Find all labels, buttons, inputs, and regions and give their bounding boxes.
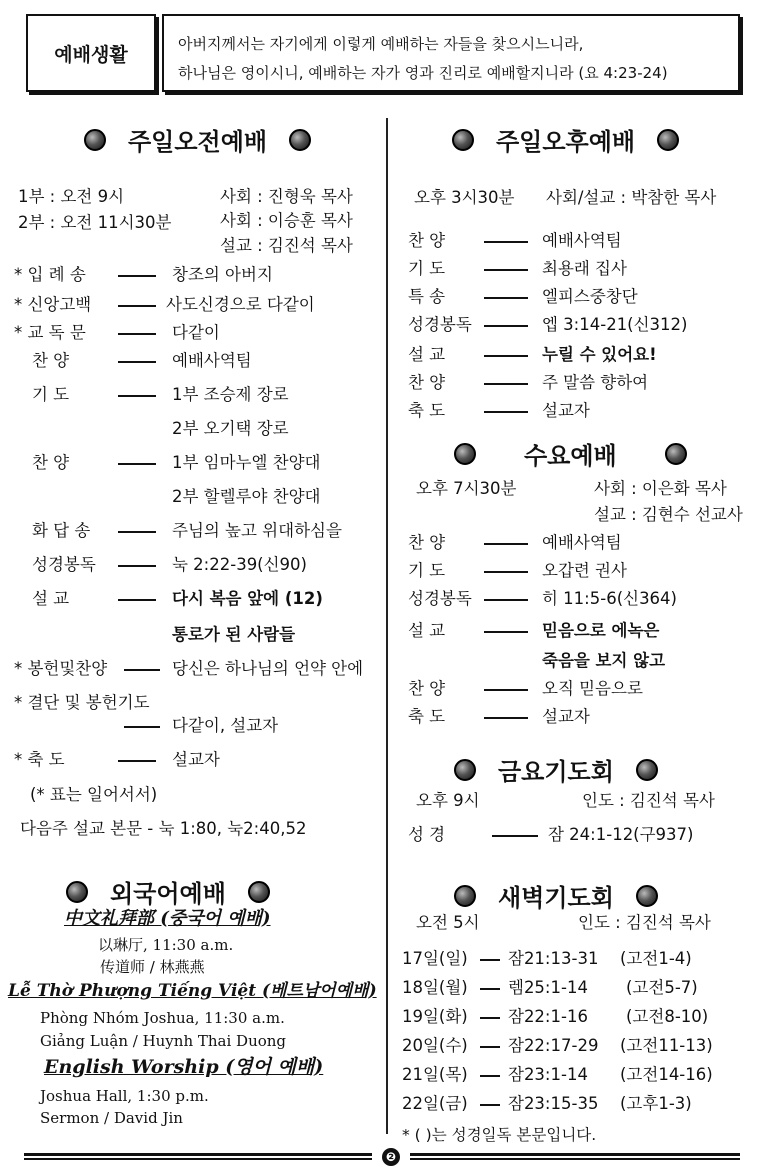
order-value: 다같이 bbox=[172, 323, 220, 342]
order-label: 특 송 bbox=[408, 287, 446, 306]
bullet-icon bbox=[454, 885, 476, 907]
order-label: * 봉헌및찬양 bbox=[14, 659, 108, 678]
order-label: 축 도 bbox=[408, 707, 446, 726]
afternoon-title bbox=[452, 122, 679, 157]
english-worship-preacher: Sermon / David Jin bbox=[40, 1109, 183, 1127]
order-value: 주 말씀 향하여 bbox=[542, 373, 649, 392]
bullet-icon bbox=[289, 129, 311, 151]
friday-lead: 인도 : 김진석 목사 bbox=[582, 791, 715, 810]
order-dash bbox=[484, 571, 528, 573]
dawn-day: 19일(화) bbox=[402, 1007, 468, 1026]
order-value: 눅 2:22-39(신90) bbox=[172, 555, 307, 574]
wednesday-preacher: 설교 : 김현수 선교사 bbox=[594, 505, 743, 524]
order-dash bbox=[484, 297, 528, 299]
standing-note: (* 표는 일어서서) bbox=[30, 785, 158, 804]
foreign-title bbox=[66, 874, 270, 909]
order-dash bbox=[480, 1017, 500, 1019]
dawn-title bbox=[454, 878, 658, 913]
order-value: 다같이, 설교자 bbox=[172, 716, 279, 735]
dawn-lead: 인도 : 김진석 목사 bbox=[578, 913, 711, 932]
morning-title bbox=[84, 122, 311, 157]
order-dash bbox=[480, 1075, 500, 1077]
order-value: 엘피스중창단 bbox=[542, 287, 638, 306]
vietnamese-worship-title: Lễ Thờ Phượng Tiếng Việt (베트남어예배) bbox=[8, 981, 377, 1001]
bullet-icon bbox=[636, 885, 658, 907]
order-label: 축 도 bbox=[408, 401, 446, 420]
dawn-title-text: 새벽기도회 bbox=[498, 884, 614, 912]
order-dash bbox=[124, 726, 160, 728]
order-dash bbox=[484, 269, 528, 271]
sermon-title: 다시 복음 앞에 (12) bbox=[172, 589, 323, 608]
vietnamese-worship-place: Phòng Nhóm Joshua, 11:30 a.m. bbox=[40, 1009, 285, 1027]
morning-title-text: 주일오전예배 bbox=[128, 128, 268, 156]
order-label: * 신앙고백 bbox=[14, 295, 92, 314]
verse-line-2: 하나님은 영이시니, 예배하는 자가 영과 진리로 예배할지니라 (요 4:23-24) bbox=[178, 64, 668, 82]
order-dash bbox=[484, 599, 528, 601]
order-dash bbox=[484, 543, 528, 545]
morning-preacher: 설교 : 김진석 목사 bbox=[220, 236, 353, 255]
dawn-text: 잠23:1-14 bbox=[508, 1065, 588, 1084]
footer-rule-left bbox=[24, 1153, 372, 1160]
order-label: 찬 양 bbox=[408, 533, 446, 552]
order-dash bbox=[484, 325, 528, 327]
dawn-ref: (고전11-13) bbox=[620, 1036, 713, 1055]
order-value: 1부 조승제 장로 bbox=[172, 385, 289, 404]
order-label: 성경봉독 bbox=[32, 555, 96, 574]
dawn-day: 18일(월) bbox=[402, 978, 468, 997]
order-value: 설교자 bbox=[542, 401, 590, 420]
order-dash bbox=[492, 835, 538, 837]
order-label: 찬 양 bbox=[408, 373, 446, 392]
order-label: 설 교 bbox=[408, 621, 446, 640]
order-label: 설 교 bbox=[32, 589, 70, 608]
order-dash bbox=[118, 463, 156, 465]
morning-time-2: 2부 : 오전 11시30분 bbox=[18, 213, 172, 232]
order-value: 오갑련 권사 bbox=[542, 561, 627, 580]
afternoon-lead: 사회/설교 : 박참한 목사 bbox=[546, 188, 717, 207]
order-dash bbox=[480, 1046, 500, 1048]
wednesday-title bbox=[454, 436, 687, 471]
order-dash bbox=[118, 275, 156, 277]
order-dash bbox=[484, 383, 528, 385]
afternoon-time: 오후 3시30분 bbox=[414, 188, 515, 207]
friday-title-text: 금요기도회 bbox=[498, 758, 614, 786]
order-label: 찬 양 bbox=[32, 351, 70, 370]
dawn-text: 잠22:1-16 bbox=[508, 1007, 588, 1026]
order-dash bbox=[118, 565, 156, 567]
order-label: 기 도 bbox=[408, 561, 446, 580]
afternoon-title-text: 주일오후예배 bbox=[496, 128, 636, 156]
dawn-ref: (고전14-16) bbox=[620, 1065, 713, 1084]
order-value: 예배사역팀 bbox=[542, 533, 622, 552]
dawn-time: 오전 5시 bbox=[416, 913, 480, 932]
order-value: 사도신경으로 다같이 bbox=[166, 295, 315, 314]
order-label: 찬 양 bbox=[408, 231, 446, 250]
wednesday-title-text: 수요예배 bbox=[524, 442, 617, 470]
page-number: ❷ bbox=[382, 1148, 400, 1166]
order-label: * 입 례 송 bbox=[14, 265, 86, 284]
order-value: 창조의 아버지 bbox=[172, 265, 273, 284]
bullet-icon bbox=[657, 129, 679, 151]
order-dash bbox=[118, 599, 156, 601]
vietnamese-worship-preacher: Giảng Luận / Huynh Thai Duong bbox=[40, 1032, 287, 1050]
morning-time-1: 1부 : 오전 9시 bbox=[18, 187, 125, 206]
order-value: 당신은 하나님의 언약 안에 bbox=[172, 659, 364, 678]
order-value: 최용래 집사 bbox=[542, 259, 627, 278]
order-label: 성 경 bbox=[408, 825, 446, 844]
bullet-icon bbox=[248, 881, 270, 903]
order-label: 찬 양 bbox=[32, 453, 70, 472]
order-value: 예배사역팀 bbox=[542, 231, 622, 250]
order-label: 성경봉독 bbox=[408, 589, 472, 608]
bullet-icon bbox=[452, 129, 474, 151]
friday-time: 오후 9시 bbox=[416, 791, 480, 810]
order-label: 기 도 bbox=[32, 385, 70, 404]
order-label: 찬 양 bbox=[408, 679, 446, 698]
dawn-text: 잠22:17-29 bbox=[508, 1036, 599, 1055]
order-label: * 결단 및 봉헌기도 bbox=[14, 693, 150, 712]
dawn-ref: (고전1-4) bbox=[620, 949, 692, 968]
chinese-worship-preacher: 传道师 / 林燕燕 bbox=[100, 958, 205, 976]
wednesday-lead: 사회 : 이은화 목사 bbox=[594, 479, 727, 498]
order-dash bbox=[118, 361, 156, 363]
order-dash bbox=[484, 241, 528, 243]
dawn-day: 22일(금) bbox=[402, 1094, 468, 1113]
order-value: 2부 오기택 장로 bbox=[172, 419, 289, 438]
order-dash bbox=[484, 631, 528, 633]
order-dash bbox=[484, 355, 528, 357]
bullet-icon bbox=[636, 759, 658, 781]
order-dash bbox=[480, 959, 500, 961]
sermon-title: 통로가 된 사람들 bbox=[172, 625, 296, 644]
section-label: 예배생활 bbox=[26, 14, 156, 92]
dawn-day: 17일(일) bbox=[402, 949, 468, 968]
bullet-icon bbox=[66, 881, 88, 903]
order-value: 설교자 bbox=[542, 707, 590, 726]
bullet-icon bbox=[84, 129, 106, 151]
order-label: 성경봉독 bbox=[408, 315, 472, 334]
order-value: 2부 할렐루야 찬양대 bbox=[172, 487, 321, 506]
order-dash bbox=[118, 305, 156, 307]
english-worship-place: Joshua Hall, 1:30 p.m. bbox=[40, 1087, 209, 1105]
verse-line-1: 아버지께서는 자기에게 이렇게 예배하는 자들을 찾으시느니라, bbox=[178, 35, 584, 53]
dawn-text: 잠23:15-35 bbox=[508, 1094, 599, 1113]
wednesday-time: 오후 7시30분 bbox=[416, 479, 517, 498]
dawn-text: 렘25:1-14 bbox=[508, 978, 588, 997]
order-dash bbox=[484, 717, 528, 719]
sermon-title: 누릴 수 있어요! bbox=[542, 345, 657, 364]
dawn-day: 21일(목) bbox=[402, 1065, 468, 1084]
order-label: * 교 독 문 bbox=[14, 323, 86, 342]
order-label: 설 교 bbox=[408, 345, 446, 364]
order-value: 설교자 bbox=[172, 750, 220, 769]
dawn-day: 20일(수) bbox=[402, 1036, 468, 1055]
order-dash bbox=[480, 1104, 500, 1106]
header-verse bbox=[162, 14, 740, 92]
bullet-icon bbox=[665, 443, 687, 465]
order-value: 주님의 높고 위대하심을 bbox=[172, 521, 342, 540]
english-worship-title: English Worship (영어 예배) bbox=[44, 1056, 324, 1078]
bullet-icon bbox=[454, 759, 476, 781]
dawn-ref: (고전8-10) bbox=[626, 1007, 709, 1026]
order-label: * 축 도 bbox=[14, 750, 65, 769]
bullet-icon bbox=[454, 443, 476, 465]
chinese-worship-place: 以琳厅, 11:30 a.m. bbox=[98, 936, 234, 954]
order-dash bbox=[118, 395, 156, 397]
order-value: 1부 임마누엘 찬양대 bbox=[172, 453, 321, 472]
chinese-worship-title: 中文礼拜部 (중국어 예배) bbox=[64, 908, 271, 929]
foreign-title-text: 외국어예배 bbox=[110, 880, 226, 908]
order-dash bbox=[118, 760, 156, 762]
friday-title bbox=[454, 752, 658, 787]
footer-rule-right bbox=[410, 1153, 740, 1160]
order-dash bbox=[480, 988, 500, 990]
order-dash bbox=[118, 333, 156, 335]
order-dash bbox=[484, 689, 528, 691]
morning-lead-1: 사회 : 진형욱 목사 bbox=[220, 187, 353, 206]
order-dash bbox=[118, 531, 156, 533]
dawn-text: 잠21:13-31 bbox=[508, 949, 599, 968]
order-value: 히 11:5-6(신364) bbox=[542, 589, 677, 608]
morning-lead-2: 사회 : 이승훈 목사 bbox=[220, 211, 353, 230]
order-dash bbox=[124, 669, 160, 671]
dawn-ref: (고전5-7) bbox=[626, 978, 698, 997]
order-value: 잠 24:1-12(구937) bbox=[548, 825, 694, 844]
dawn-ref: (고후1-3) bbox=[620, 1094, 692, 1113]
order-label: 화 답 송 bbox=[32, 521, 91, 540]
order-label: 기 도 bbox=[408, 259, 446, 278]
next-week-text: 다음주 설교 본문 - 눅 1:80, 눅2:40,52 bbox=[20, 819, 307, 838]
sermon-title: 믿음으로 에녹은 bbox=[542, 621, 660, 640]
dawn-note: * ( )는 성경일독 본문입니다. bbox=[402, 1126, 597, 1144]
order-value: 엡 3:14-21(신312) bbox=[542, 315, 688, 334]
order-value: 예배사역팀 bbox=[172, 351, 252, 370]
sermon-title: 죽음을 보지 않고 bbox=[542, 651, 666, 670]
order-dash bbox=[484, 411, 528, 413]
order-value: 오직 믿음으로 bbox=[542, 679, 643, 698]
column-divider bbox=[386, 118, 388, 1134]
